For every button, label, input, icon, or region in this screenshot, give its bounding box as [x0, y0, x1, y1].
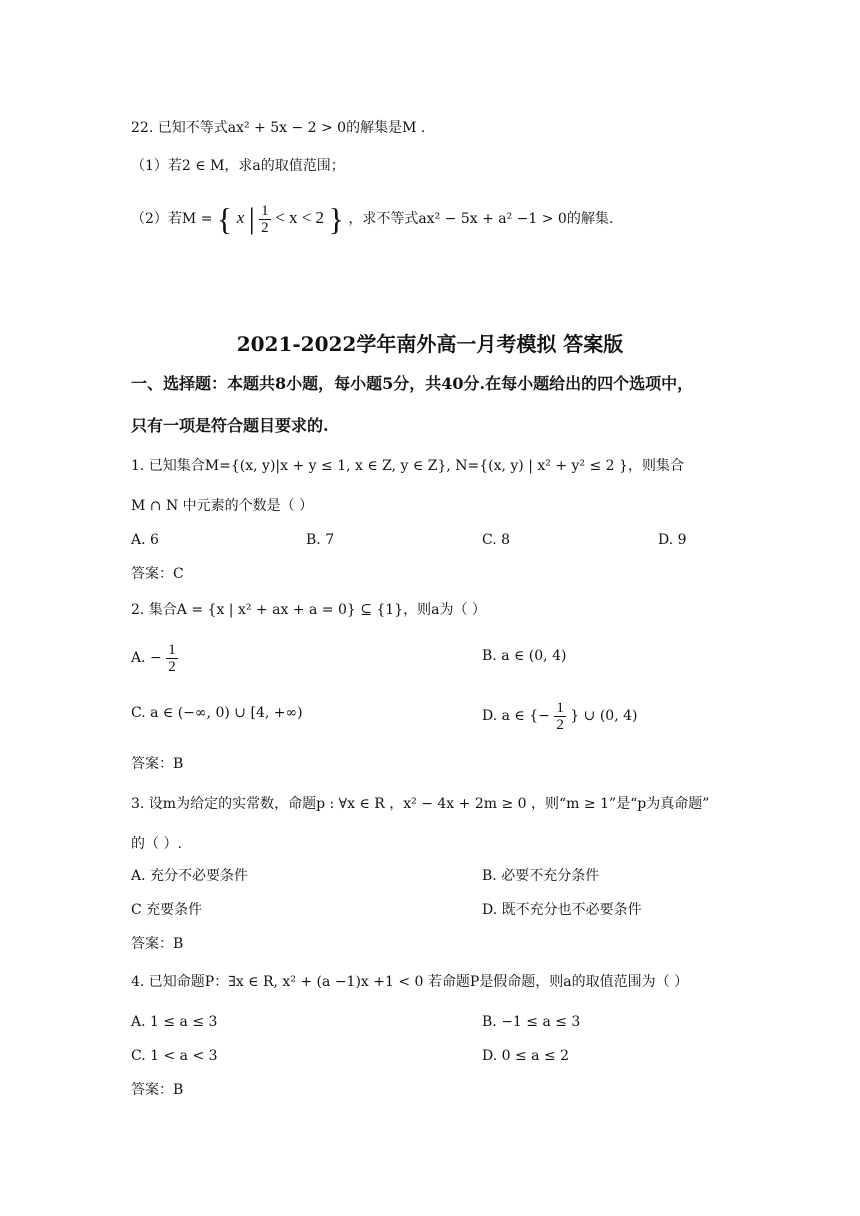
q3-option-a: A. 充分不必要条件	[131, 868, 249, 884]
q4-stem: 4. 已知命题P：∃x ∈ R, x² + (a −1)x +1 < 0 若命题P是假命题，则a的取值范围为（ ）	[131, 974, 689, 990]
q2-a-num: 1	[168, 641, 176, 658]
q1-option-b: B. 7	[306, 532, 335, 548]
q1-stem-line1: 1. 已知集合M={(x, y)|x + y ≤ 1, x ∈ Z, y ∈ Z}, N={(x, y) | x² + y² ≤ 2 }，则集合	[131, 458, 684, 474]
q1-stem-line2: M ∩ N 中元素的个数是（ ）	[131, 498, 314, 514]
q22-set-var: x	[236, 208, 245, 227]
q22-fraction	[259, 203, 271, 236]
q3-answer: 答案：B	[131, 936, 184, 952]
q4-option-d: D. 0 ≤ a ≤ 2	[482, 1048, 570, 1064]
set-brace-close: }	[328, 201, 344, 237]
q22-part2-prefix: （2）若M =	[131, 211, 213, 227]
q3-option-c: C 充要条件	[131, 902, 203, 918]
q22-frac-num: 1	[261, 202, 269, 219]
q2-option-d	[482, 698, 637, 734]
q22-part2-suffix: ，求不等式ax² − 5x + a² −1 > 0的解集.	[348, 211, 614, 227]
q2-d-fraction	[554, 700, 566, 733]
q2-option-c: C. a ∈ (−∞, 0) ∪ [4, +∞)	[131, 705, 303, 721]
q2-d-den: 2	[556, 716, 564, 733]
section-header-line2: 只有一项是符合题目要求的.	[131, 416, 329, 435]
q2-a-den: 2	[168, 658, 176, 675]
q2-a-fraction	[166, 642, 178, 675]
set-brace-open: {	[216, 201, 233, 237]
q2-stem: 2. 集合A = {x | x² + ax + a = 0} ⊆ {1}，则a为（ ）	[131, 602, 486, 618]
q1-option-a: A. 6	[131, 532, 159, 548]
q3-stem-line1: 3. 设m为给定的实常数，命题p : ∀x ∈ R ，x² − 4x + 2m ≥ 0 ，则“m ≥ 1”是“p为真命题”	[131, 796, 710, 812]
q22-stem: 22. 已知不等式ax² + 5x − 2 > 0的解集是M .	[131, 120, 426, 136]
q2-d-prefix: D. a ∈ {−	[482, 708, 550, 724]
q22-part1: （1）若2 ∈ M，求a的取值范围；	[131, 158, 345, 174]
section-header-line1: 一、选择题：本题共8小题，每小题5分，共40分.在每小题给出的四个选项中，	[131, 374, 694, 393]
page-title: 2021-2022学年南外高一月考模拟 答案版	[236, 332, 624, 356]
q22-set-cond: < x < 2	[275, 208, 325, 227]
q3-option-b: B. 必要不充分条件	[482, 868, 600, 884]
q3-stem-line2: 的（ ）.	[131, 836, 182, 852]
q1-answer: 答案：C	[131, 566, 184, 582]
q4-answer: 答案：B	[131, 1082, 184, 1098]
q4-option-c: C. 1 < a < 3	[131, 1048, 218, 1064]
q2-answer: 答案：B	[131, 756, 184, 772]
q2-d-num: 1	[556, 699, 564, 716]
q2-option-a	[131, 640, 178, 676]
q2-option-b: B. a ∈ (0, 4)	[482, 648, 567, 664]
q2-d-suffix: } ∪ (0, 4)	[570, 708, 638, 724]
set-bar: |	[248, 202, 255, 235]
q3-option-d: D. 既不充分也不必要条件	[482, 902, 642, 918]
q1-option-d: D. 9	[658, 532, 687, 548]
q22-part2	[131, 198, 613, 239]
q4-option-b: B. −1 ≤ a ≤ 3	[482, 1014, 581, 1030]
q1-option-c: C. 8	[482, 532, 511, 548]
q4-option-a: A. 1 ≤ a ≤ 3	[131, 1014, 218, 1030]
q22-frac-den: 2	[261, 219, 269, 236]
q2-a-prefix: A. −	[131, 650, 162, 666]
